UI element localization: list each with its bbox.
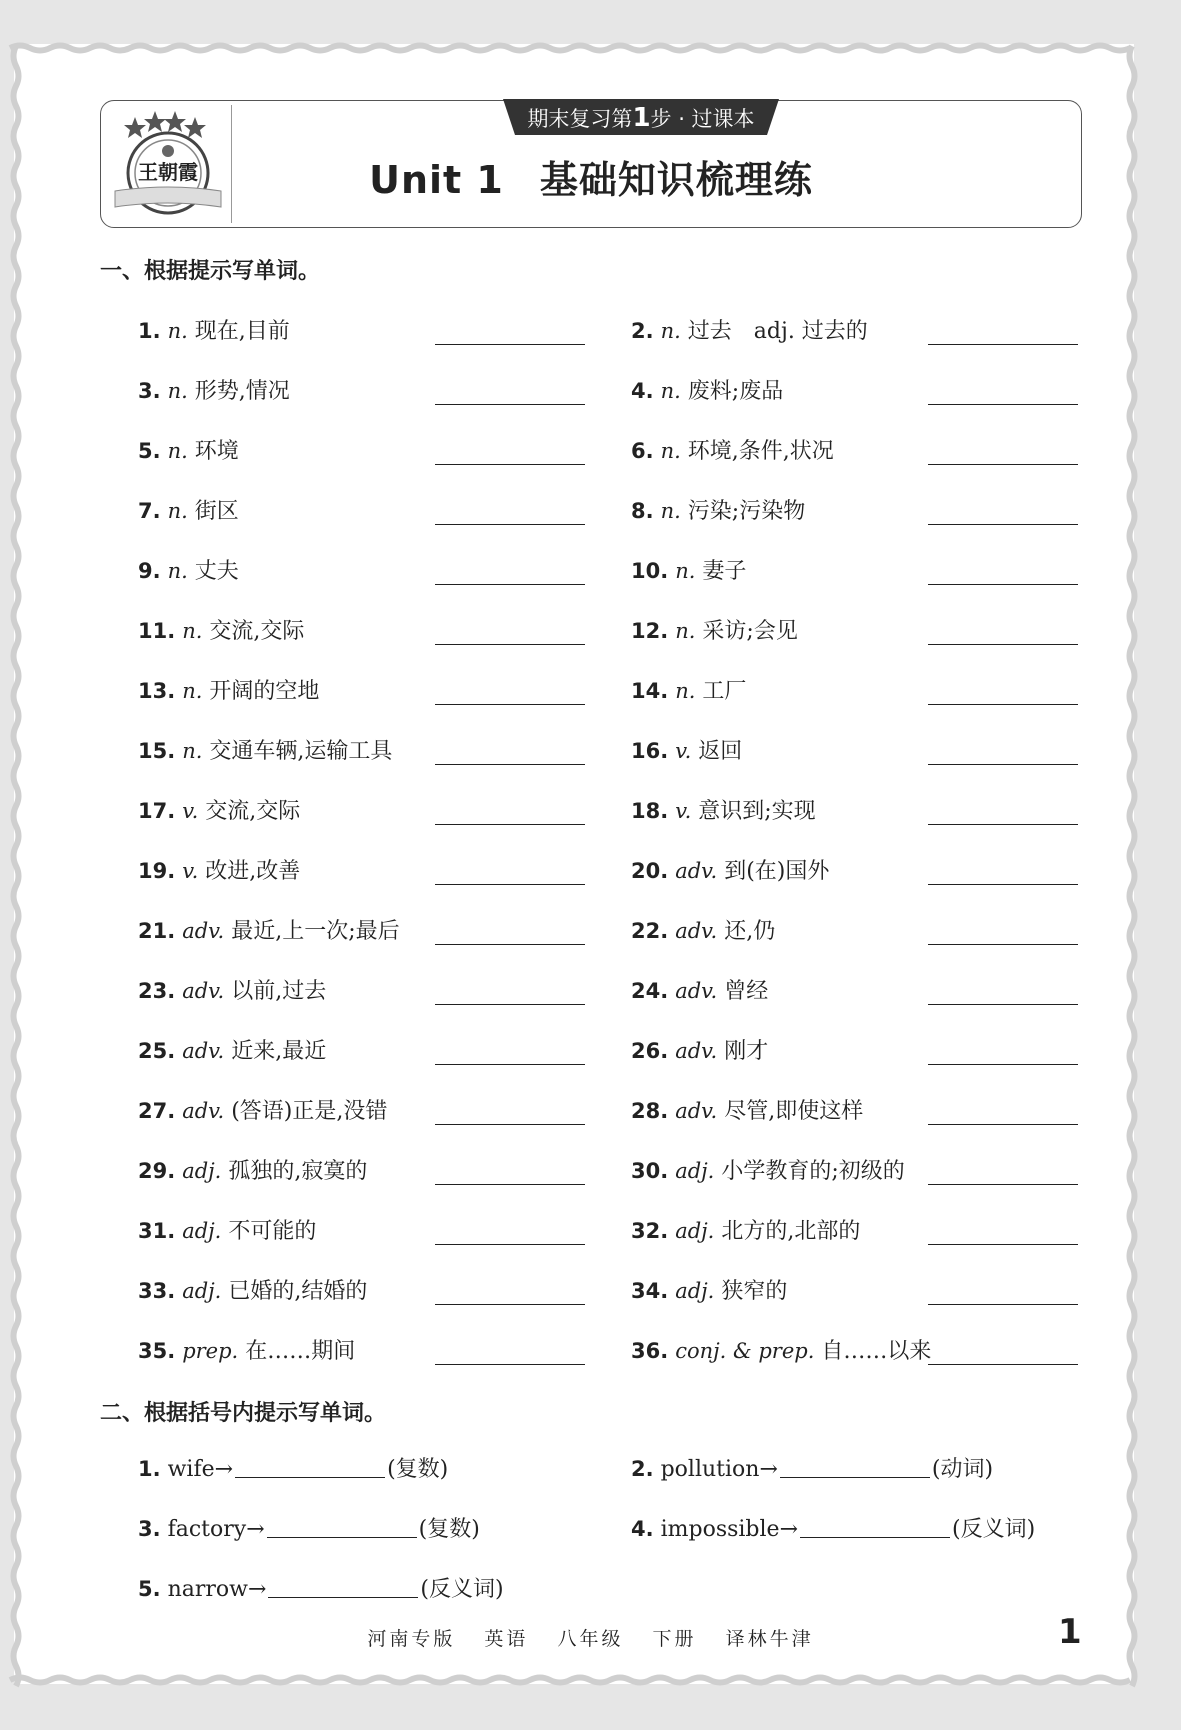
item-number: 1. [138, 319, 161, 343]
item-hint: 妻子 [702, 559, 747, 584]
item-hint: 采访;会见 [702, 619, 798, 644]
item-number: 33. [138, 1279, 176, 1303]
item-hint: 尽管,即使这样 [724, 1099, 864, 1124]
item-hint: 交通车辆,运输工具 [209, 739, 393, 764]
part-of-speech: v. [182, 799, 199, 823]
part-of-speech: adv. [675, 1099, 718, 1123]
item-number: 4. [631, 379, 654, 403]
word-item [138, 674, 319, 708]
answer-blank[interactable] [435, 1304, 585, 1305]
item-number: 11. [138, 619, 176, 643]
logo-text: 王朝霞 [138, 160, 198, 184]
answer-blank[interactable] [928, 1304, 1078, 1305]
footer-publisher: 译林牛津 [725, 1628, 814, 1650]
banner-text [491, 101, 791, 136]
word-item [631, 374, 783, 408]
word-item [138, 1334, 355, 1368]
word-item [138, 374, 290, 408]
answer-blank[interactable] [928, 1364, 1078, 1365]
word-item [631, 674, 746, 708]
banner [491, 99, 791, 137]
item-hint: 北方的,北部的 [721, 1219, 861, 1244]
item-hint: 不可能的 [228, 1219, 317, 1244]
answer-blank[interactable] [928, 404, 1078, 405]
word-item [138, 314, 290, 348]
answer-blank[interactable] [435, 464, 585, 465]
item-hint: 形势,情况 [194, 379, 290, 404]
item-number: 10. [631, 559, 669, 583]
item-number: 30. [631, 1159, 669, 1183]
answer-blank[interactable] [928, 1244, 1078, 1245]
footer-volume: 下册 [652, 1628, 697, 1650]
item-hint: 交流,交际 [209, 619, 305, 644]
item-number: 32. [631, 1219, 669, 1243]
transform-item [138, 1572, 504, 1606]
item-number: 5. [138, 439, 161, 463]
item-hint: 过去 adj. 过去的 [687, 319, 868, 344]
base-word: impossible→ [660, 1517, 799, 1542]
transform-item [138, 1452, 448, 1486]
part-of-speech: adj. [182, 1159, 222, 1183]
part-of-speech: n. [660, 319, 681, 343]
word-item [138, 854, 300, 888]
answer-blank[interactable] [928, 524, 1078, 525]
item-number: 18. [631, 799, 669, 823]
part-of-speech: n. [182, 619, 203, 643]
word-item [138, 794, 300, 828]
item-hint: 返回 [698, 739, 743, 764]
transform-item [631, 1452, 993, 1486]
answer-blank[interactable] [928, 944, 1078, 945]
word-item [631, 1274, 787, 1308]
answer-blank[interactable] [435, 884, 585, 885]
part-of-speech: n. [167, 379, 188, 403]
item-hint: 环境,条件,状况 [687, 439, 834, 464]
word-item [631, 1154, 905, 1188]
item-hint: 意识到;实现 [698, 799, 816, 824]
section2-title: 二、根据括号内提示写单词。 [100, 1401, 387, 1426]
part-of-speech: conj. & prep. [675, 1339, 815, 1363]
answer-blank[interactable] [435, 1364, 585, 1365]
part-of-speech: v. [675, 739, 692, 763]
item-number: 12. [631, 619, 669, 643]
item-number: 29. [138, 1159, 176, 1183]
page-title [101, 149, 1081, 204]
answer-blank[interactable] [928, 824, 1078, 825]
answer-blank[interactable] [928, 464, 1078, 465]
word-item [138, 494, 239, 528]
item-number: 22. [631, 919, 669, 943]
item-number: 9. [138, 559, 161, 583]
item-number: 31. [138, 1219, 176, 1243]
word-item [631, 1334, 931, 1368]
section1-title: 一、根据提示写单词。 [100, 259, 321, 284]
answer-blank[interactable] [435, 524, 585, 525]
part-of-speech: v. [675, 799, 692, 823]
word-item [631, 494, 805, 528]
answer-blank[interactable] [435, 344, 585, 345]
item-hint: 到(在)国外 [724, 859, 830, 884]
answer-blank[interactable] [800, 1513, 950, 1538]
item-hint: 孤独的,寂寞的 [228, 1159, 368, 1184]
item-number: 26. [631, 1039, 669, 1063]
word-item [631, 1094, 863, 1128]
hint-label: (反义词) [420, 1577, 504, 1602]
part-of-speech: n. [167, 319, 188, 343]
word-item [138, 1094, 387, 1128]
item-number: 4. [631, 1517, 654, 1541]
item-number: 17. [138, 799, 176, 823]
answer-blank[interactable] [928, 344, 1078, 345]
title-text: 基础知识梳理练 [539, 158, 813, 202]
word-item [138, 914, 400, 948]
answer-blank[interactable] [435, 824, 585, 825]
answer-blank[interactable] [268, 1573, 418, 1598]
item-number: 19. [138, 859, 176, 883]
part-of-speech: adv. [182, 979, 225, 1003]
banner-prefix: 期末复习第 [527, 107, 633, 131]
footer [0, 1624, 1181, 1651]
part-of-speech: adv. [182, 1039, 225, 1063]
part-of-speech: n. [167, 499, 188, 523]
answer-blank[interactable] [928, 1124, 1078, 1125]
word-item [631, 314, 868, 348]
word-item [631, 794, 816, 828]
banner-suffix: 步 · 过课本 [650, 107, 755, 131]
part-of-speech: n. [182, 739, 203, 763]
item-hint: 交流,交际 [205, 799, 301, 824]
base-word: pollution→ [660, 1457, 778, 1482]
part-of-speech: n. [675, 679, 696, 703]
answer-blank[interactable] [928, 644, 1078, 645]
part-of-speech: adj. [675, 1219, 715, 1243]
hint-label: (动词) [931, 1457, 994, 1482]
part-of-speech: n. [182, 679, 203, 703]
item-number: 3. [138, 1517, 161, 1541]
part-of-speech: adv. [182, 919, 225, 943]
part-of-speech: adj. [182, 1279, 222, 1303]
answer-blank[interactable] [928, 704, 1078, 705]
item-number: 20. [631, 859, 669, 883]
word-item [631, 614, 798, 648]
item-hint: 污染;污染物 [687, 499, 806, 524]
part-of-speech: adv. [675, 979, 718, 1003]
header-box [100, 100, 1082, 228]
footer-subject: 英语 [484, 1628, 529, 1650]
item-hint: 狭窄的 [721, 1279, 788, 1304]
item-hint: 工厂 [702, 679, 747, 704]
base-word: factory→ [167, 1517, 265, 1542]
answer-blank[interactable] [928, 584, 1078, 585]
answer-blank[interactable] [435, 764, 585, 765]
answer-blank[interactable] [435, 1064, 585, 1065]
word-item [631, 734, 742, 768]
word-item [138, 1034, 326, 1068]
item-hint: 丈夫 [194, 559, 239, 584]
part-of-speech: adj. [675, 1279, 715, 1303]
footer-edition: 河南专版 [367, 1628, 456, 1650]
item-number: 23. [138, 979, 176, 1003]
answer-blank[interactable] [435, 584, 585, 585]
base-word: wife→ [167, 1457, 234, 1482]
item-hint: 现在,目前 [194, 319, 290, 344]
word-item [631, 434, 834, 468]
item-hint: 还,仍 [724, 919, 776, 944]
word-item [138, 1274, 367, 1308]
transform-item [631, 1512, 1035, 1546]
footer-grade: 八年级 [557, 1628, 624, 1650]
item-number: 2. [631, 319, 654, 343]
answer-blank[interactable] [235, 1453, 385, 1478]
hint-label: (复数) [387, 1457, 449, 1482]
page-number: 1 [1058, 1612, 1082, 1652]
item-hint: 近来,最近 [231, 1039, 327, 1064]
word-item [631, 1034, 768, 1068]
hint-label: (复数) [418, 1517, 480, 1542]
banner-step: 1 [632, 103, 651, 133]
item-number: 35. [138, 1339, 176, 1363]
item-hint: 自……以来 [821, 1339, 932, 1364]
transform-item [138, 1512, 480, 1546]
part-of-speech: adj. [182, 1219, 222, 1243]
item-hint: (答语)正是,没错 [231, 1099, 388, 1124]
item-number: 8. [631, 499, 654, 523]
item-number: 34. [631, 1279, 669, 1303]
item-hint: 以前,过去 [231, 979, 327, 1004]
answer-blank[interactable] [435, 644, 585, 645]
word-item [138, 554, 239, 588]
base-word: narrow→ [167, 1577, 267, 1602]
answer-blank[interactable] [928, 1004, 1078, 1005]
answer-blank[interactable] [435, 1244, 585, 1245]
answer-blank[interactable] [435, 1184, 585, 1185]
answer-blank[interactable] [435, 944, 585, 945]
item-number: 21. [138, 919, 176, 943]
answer-blank[interactable] [928, 884, 1078, 885]
part-of-speech: adv. [675, 919, 718, 943]
part-of-speech: n. [660, 439, 681, 463]
item-hint: 街区 [194, 499, 239, 524]
part-of-speech: adj. [675, 1159, 715, 1183]
part-of-speech: v. [182, 859, 199, 883]
part-of-speech: n. [167, 559, 188, 583]
unit-label: Unit 1 [369, 158, 504, 202]
answer-blank[interactable] [928, 764, 1078, 765]
item-hint: 废料;废品 [687, 379, 784, 404]
part-of-speech: adv. [675, 1039, 718, 1063]
item-number: 2. [631, 1457, 654, 1481]
item-number: 36. [631, 1339, 669, 1363]
hint-label: (反义词) [952, 1517, 1036, 1542]
item-number: 16. [631, 739, 669, 763]
item-hint: 环境 [194, 439, 239, 464]
part-of-speech: n. [660, 379, 681, 403]
part-of-speech: adv. [675, 859, 718, 883]
item-number: 7. [138, 499, 161, 523]
word-item [631, 914, 775, 948]
part-of-speech: adv. [182, 1099, 225, 1123]
item-hint: 在……期间 [245, 1339, 356, 1364]
item-number: 1. [138, 1457, 161, 1481]
part-of-speech: n. [675, 619, 696, 643]
word-item [631, 974, 768, 1008]
word-item [138, 1214, 316, 1248]
item-number: 13. [138, 679, 176, 703]
part-of-speech: n. [675, 559, 696, 583]
item-number: 28. [631, 1099, 669, 1123]
answer-blank[interactable] [435, 404, 585, 405]
part-of-speech: n. [167, 439, 188, 463]
item-hint: 曾经 [724, 979, 769, 1004]
item-number: 5. [138, 1577, 161, 1601]
item-number: 15. [138, 739, 176, 763]
word-item [138, 614, 304, 648]
item-hint: 开阔的空地 [209, 679, 320, 704]
answer-blank[interactable] [435, 704, 585, 705]
word-item [631, 1214, 860, 1248]
word-item [138, 734, 392, 768]
part-of-speech: n. [660, 499, 681, 523]
item-number: 3. [138, 379, 161, 403]
item-hint: 已婚的,结婚的 [228, 1279, 368, 1304]
word-item [138, 434, 239, 468]
answer-blank[interactable] [435, 1004, 585, 1005]
item-hint: 刚才 [724, 1039, 769, 1064]
answer-blank[interactable] [928, 1184, 1078, 1185]
answer-blank[interactable] [928, 1064, 1078, 1065]
word-item [138, 1154, 367, 1188]
item-hint: 小学教育的;初级的 [721, 1159, 905, 1184]
answer-blank[interactable] [780, 1453, 930, 1478]
item-number: 25. [138, 1039, 176, 1063]
item-number: 24. [631, 979, 669, 1003]
answer-blank[interactable] [267, 1513, 417, 1538]
item-number: 14. [631, 679, 669, 703]
answer-blank[interactable] [435, 1124, 585, 1125]
item-hint: 改进,改善 [205, 859, 301, 884]
item-number: 6. [631, 439, 654, 463]
word-item [631, 854, 829, 888]
word-item [138, 974, 326, 1008]
word-item [631, 554, 746, 588]
item-number: 27. [138, 1099, 176, 1123]
item-hint: 最近,上一次;最后 [231, 919, 400, 944]
part-of-speech: prep. [182, 1339, 239, 1363]
